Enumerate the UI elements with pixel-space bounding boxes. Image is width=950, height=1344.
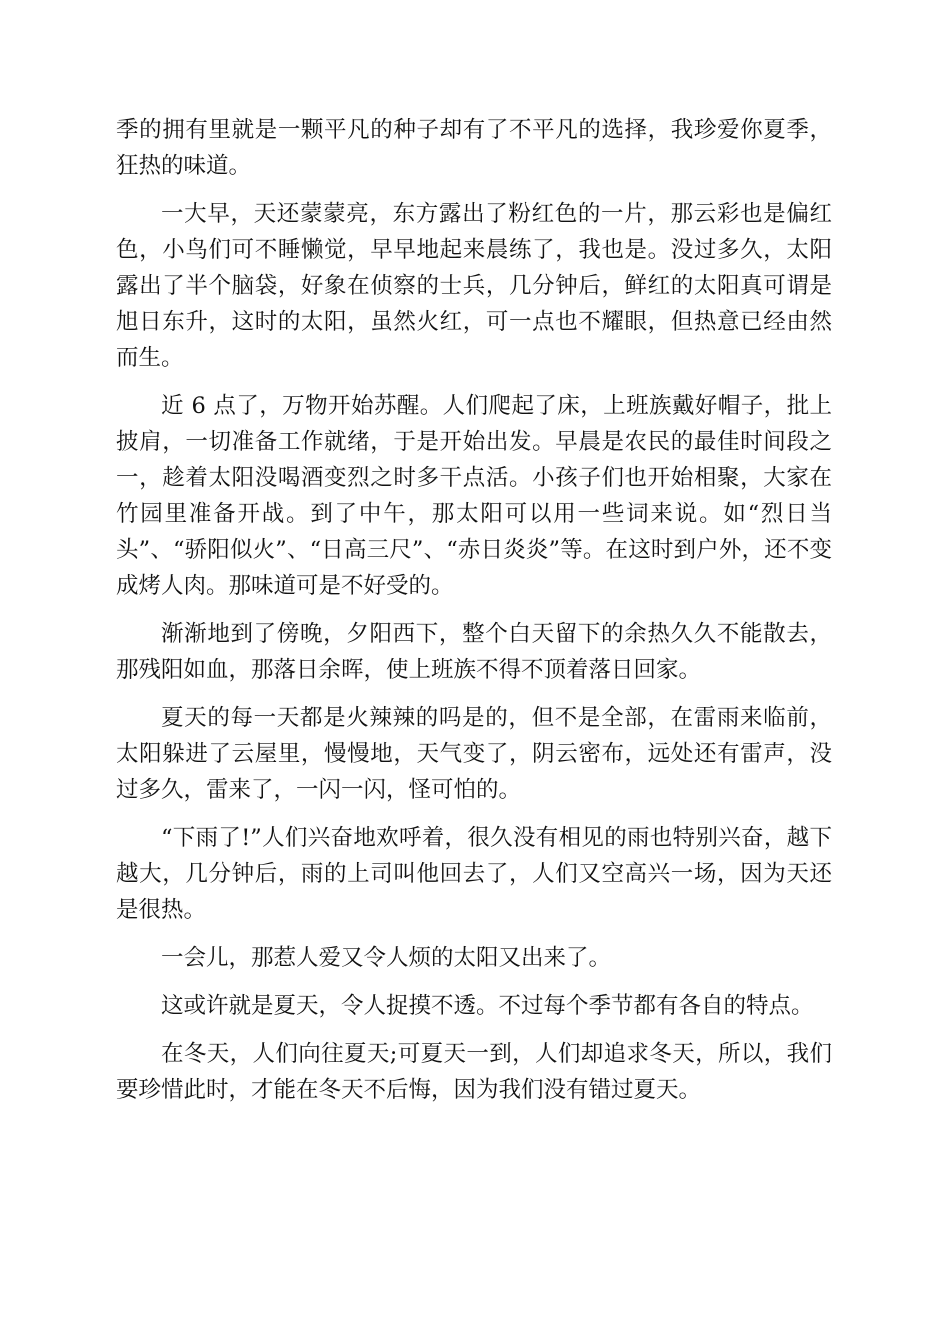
paragraph-1: 季的拥有里就是一颗平凡的种子却有了不平凡的选择，我珍爱你夏季，狂热的味道。 bbox=[116, 117, 832, 179]
paragraph-6: “下雨了!”人们兴奋地欢呼着，很久没有相见的雨也特别兴奋，越下越大，几分钟后，雨的上司叫他回去了，人们又空高兴一场，因为天还是很热。 bbox=[116, 825, 832, 923]
paragraph-7: 一会儿，那惹人爱又令人烦的太阳又出来了。 bbox=[161, 945, 612, 971]
paragraph-2: 一大早，天还蒙蒙亮，东方露出了粉红色的一片，那云彩也是偏红色，小鸟们可不睡懒觉，早早地起来晨练了，我也是。没过多久，太阳露出了半个脑袋，好象在侦察的士兵，几分钟后，鲜红的太阳真可谓是旭日东升，这时的太阳，虽然火红，可一点也不耀眼，但热意已经由然而生。 bbox=[116, 201, 832, 371]
paragraph-3: 近 6 点了，万物开始苏醒。人们爬起了床，上班族戴好帽子，批上披肩，一切准备工作就绪，于是开始出发。早晨是农民的最佳时间段之一，趁着太阳没喝酒变烈之时多干点活。小孩子们也开始相聚，大家在竹园里准备开战。到了中午，那太阳可以用一些词来说。如“烈日当头”、“骄阳似火”、“日高三尺”、“赤日炎炎”等。在这时到户外，还不变成烤人肉。那味道可是不好受的。 bbox=[116, 393, 832, 599]
paragraph-9: 在冬天，人们向往夏天;可夏天一到，人们却追求冬天，所以，我们要珍惜此时，才能在冬天不后悔，因为我们没有错过夏天。 bbox=[116, 1041, 832, 1103]
document-body bbox=[116, 112, 832, 1120]
paragraph-4: 渐渐地到了傍晚，夕阳西下，整个白天留下的余热久久不能散去，那残阳如血，那落日余晖，使上班族不得不顶着落日回家。 bbox=[116, 621, 832, 683]
paragraph-5: 夏天的每一天都是火辣辣的吗是的，但不是全部，在雷雨来临前，太阳躲进了云屋里，慢慢地，天气变了，阴云密布，远处还有雷声，没过多久，雷来了，一闪一闪，怪可怕的。 bbox=[116, 705, 832, 803]
paragraph-8: 这或许就是夏天，令人捉摸不透。不过每个季节都有各自的特点。 bbox=[161, 993, 814, 1019]
